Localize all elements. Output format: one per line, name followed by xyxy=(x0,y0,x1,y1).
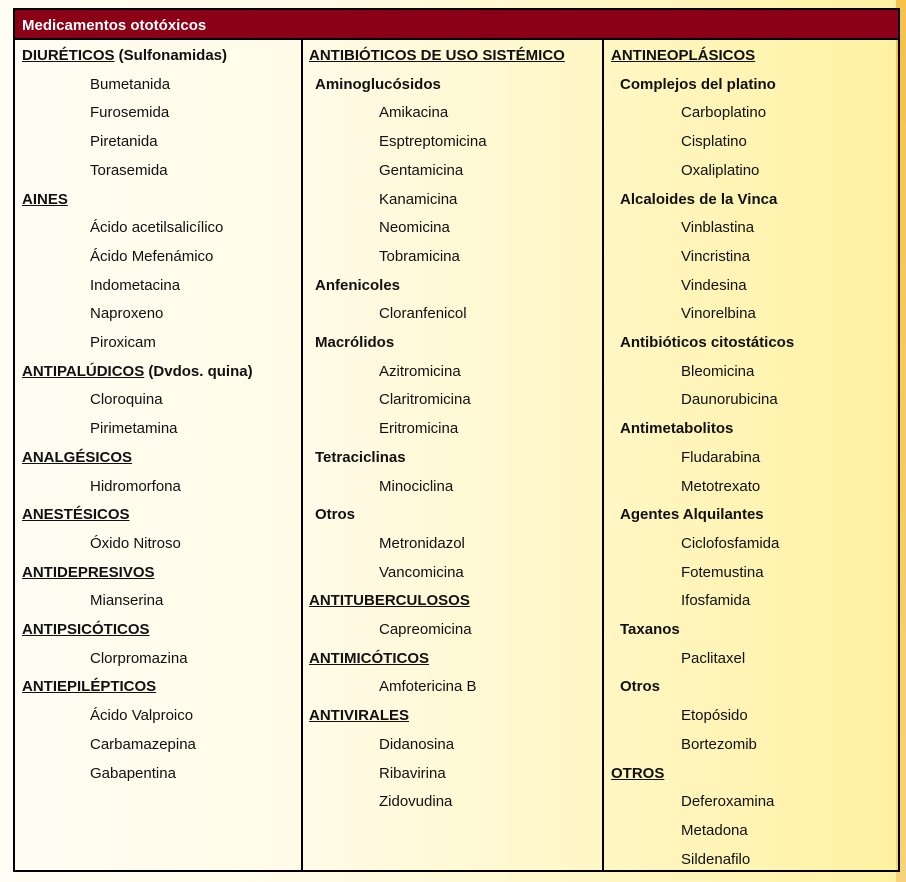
category-label: ANTITUBERCULOSOS xyxy=(309,592,470,610)
drug-name: Eritromicina xyxy=(379,420,459,438)
drug-name: Ácido acetilsalicílico xyxy=(90,219,224,237)
drug-name: Vindesina xyxy=(681,276,747,294)
subcategory-heading: Taxanos xyxy=(620,621,680,638)
drug-name: Paclitaxel xyxy=(681,649,746,667)
drug-name: Oxaliplatino xyxy=(681,161,760,179)
drug-name: Furosemida xyxy=(90,104,170,122)
column-3 xyxy=(602,40,898,870)
drug-name: Piretanida xyxy=(90,133,158,151)
drug-name: Cisplatino xyxy=(681,133,747,151)
drug-name: Gabapentina xyxy=(90,764,176,782)
drug-name: Capreomicina xyxy=(379,621,472,638)
category-label: ANTIMICÓTICOS xyxy=(309,649,429,667)
column-2 xyxy=(301,40,604,870)
drug-name: Bortezomib xyxy=(681,735,757,753)
drug-name: Metotrexato xyxy=(681,477,761,495)
subcategory-heading: Alcaloides de la Vinca xyxy=(620,190,778,208)
table-title-bar xyxy=(15,10,898,40)
category-heading xyxy=(309,44,565,68)
subcategory-heading: Antimetabolitos xyxy=(620,420,734,438)
subcategory-heading: Otros xyxy=(620,678,661,696)
category-heading xyxy=(22,561,155,585)
drug-name: Mianserina xyxy=(90,592,164,610)
category-label: ANESTÉSICOS xyxy=(22,506,130,524)
category-label: DIURÉTICOS xyxy=(22,47,115,64)
drug-name: Etopósido xyxy=(681,707,748,725)
drug-name: Ciclofosfamida xyxy=(681,534,780,552)
category-label: ANALGÉSICOS xyxy=(22,448,133,466)
drug-name: Vinblastina xyxy=(681,219,755,237)
drug-name: Vincristina xyxy=(681,247,750,265)
drug-name: Cloranfenicol xyxy=(379,305,467,323)
subcategory-heading: Anfenicoles xyxy=(315,276,401,294)
drug-name: Amikacina xyxy=(379,104,449,122)
drug-name: Ácido Mefenámico xyxy=(90,247,214,265)
drug-name: Naproxeno xyxy=(90,305,164,323)
category-heading xyxy=(22,44,227,68)
drug-name: Amfotericina B xyxy=(379,678,477,696)
subcategory-heading: Macrólidos xyxy=(315,334,395,351)
drug-name: Vancomicina xyxy=(379,563,464,581)
category-heading xyxy=(22,446,132,470)
category-heading xyxy=(309,704,409,728)
drug-name: Torasemida xyxy=(90,161,168,179)
drug-name: Azitromicina xyxy=(379,362,461,380)
drug-name: Cloroquina xyxy=(90,391,163,409)
drug-name: Esptreptomicina xyxy=(379,133,487,151)
category-heading xyxy=(22,503,130,527)
drug-name: Ribavirina xyxy=(379,764,446,782)
drug-name: Ácido Valproico xyxy=(90,707,194,725)
drug-name: Clorpromazina xyxy=(90,649,188,667)
category-label: AINES xyxy=(22,190,68,208)
category-note: (Sulfonamidas) xyxy=(114,47,228,64)
drug-name: Indometacina xyxy=(90,276,181,294)
category-heading xyxy=(22,360,253,384)
drug-name: Metadona xyxy=(681,821,748,839)
drug-name: Pirimetamina xyxy=(90,420,178,438)
category-heading xyxy=(22,675,156,699)
category-note: (Dvdos. quina) xyxy=(144,362,253,380)
category-label: ANTIBIÓTICOS DE USO SISTÉMICO xyxy=(309,47,565,64)
drug-name: Minociclina xyxy=(379,477,454,495)
table-title: Medicamentos ototóxicos xyxy=(22,17,207,34)
drug-name: Didanosina xyxy=(379,735,455,753)
category-label: ANTINEOPLÁSICOS xyxy=(611,47,756,64)
category-heading xyxy=(22,618,150,642)
drug-name: Gentamicina xyxy=(379,161,464,179)
category-label: ANTIPSICÓTICOS xyxy=(22,621,150,638)
subcategory-heading: Complejos del platino xyxy=(620,75,776,93)
drug-name: Ifosfamida xyxy=(681,592,751,610)
drug-name: Neomicina xyxy=(379,219,450,237)
drug-name: Sildenafilo xyxy=(681,850,751,868)
subcategory-heading: Otros xyxy=(315,506,356,524)
category-label: OTROS xyxy=(611,764,665,782)
category-heading xyxy=(22,188,68,212)
drug-name: Zidovudina xyxy=(379,793,453,811)
category-heading xyxy=(611,762,664,786)
subcategory-heading: Tetraciclinas xyxy=(315,448,406,466)
drug-name: Piroxicam xyxy=(90,334,156,351)
category-heading xyxy=(309,647,429,671)
drug-name: Metronidazol xyxy=(379,534,465,552)
drug-name: Hidromorfona xyxy=(90,477,181,495)
drug-name: Claritromicina xyxy=(379,391,471,409)
drug-name: Kanamicina xyxy=(379,190,458,208)
drug-name: Tobramicina xyxy=(379,247,460,265)
drug-name: Bleomicina xyxy=(681,362,755,380)
drug-name: Óxido Nitroso xyxy=(90,534,181,552)
drug-name: Carbamazepina xyxy=(90,735,196,753)
category-heading xyxy=(611,44,755,68)
drug-name: Fotemustina xyxy=(681,563,764,581)
category-label: ANTIPALÚDICOS xyxy=(22,362,145,380)
drug-name: Deferoxamina xyxy=(681,793,775,811)
category-label: ANTIEPILÉPTICOS xyxy=(22,678,157,696)
subcategory-heading: Antibióticos citostáticos xyxy=(620,334,795,351)
subcategory-heading: Aminoglucósidos xyxy=(315,75,441,93)
drug-name: Carboplatino xyxy=(681,104,767,122)
category-label: ANTIDEPRESIVOS xyxy=(22,563,155,581)
drug-name: Bumetanida xyxy=(90,75,171,93)
subcategory-heading: Agentes Alquilantes xyxy=(620,506,764,524)
column-1 xyxy=(15,40,301,870)
drug-name: Vinorelbina xyxy=(681,305,756,323)
ototoxic-drugs-table xyxy=(13,8,900,872)
category-heading xyxy=(309,589,470,613)
drug-name: Daunorubicina xyxy=(681,391,778,409)
category-label: ANTIVIRALES xyxy=(309,707,410,725)
drug-name: Fludarabina xyxy=(681,448,761,466)
